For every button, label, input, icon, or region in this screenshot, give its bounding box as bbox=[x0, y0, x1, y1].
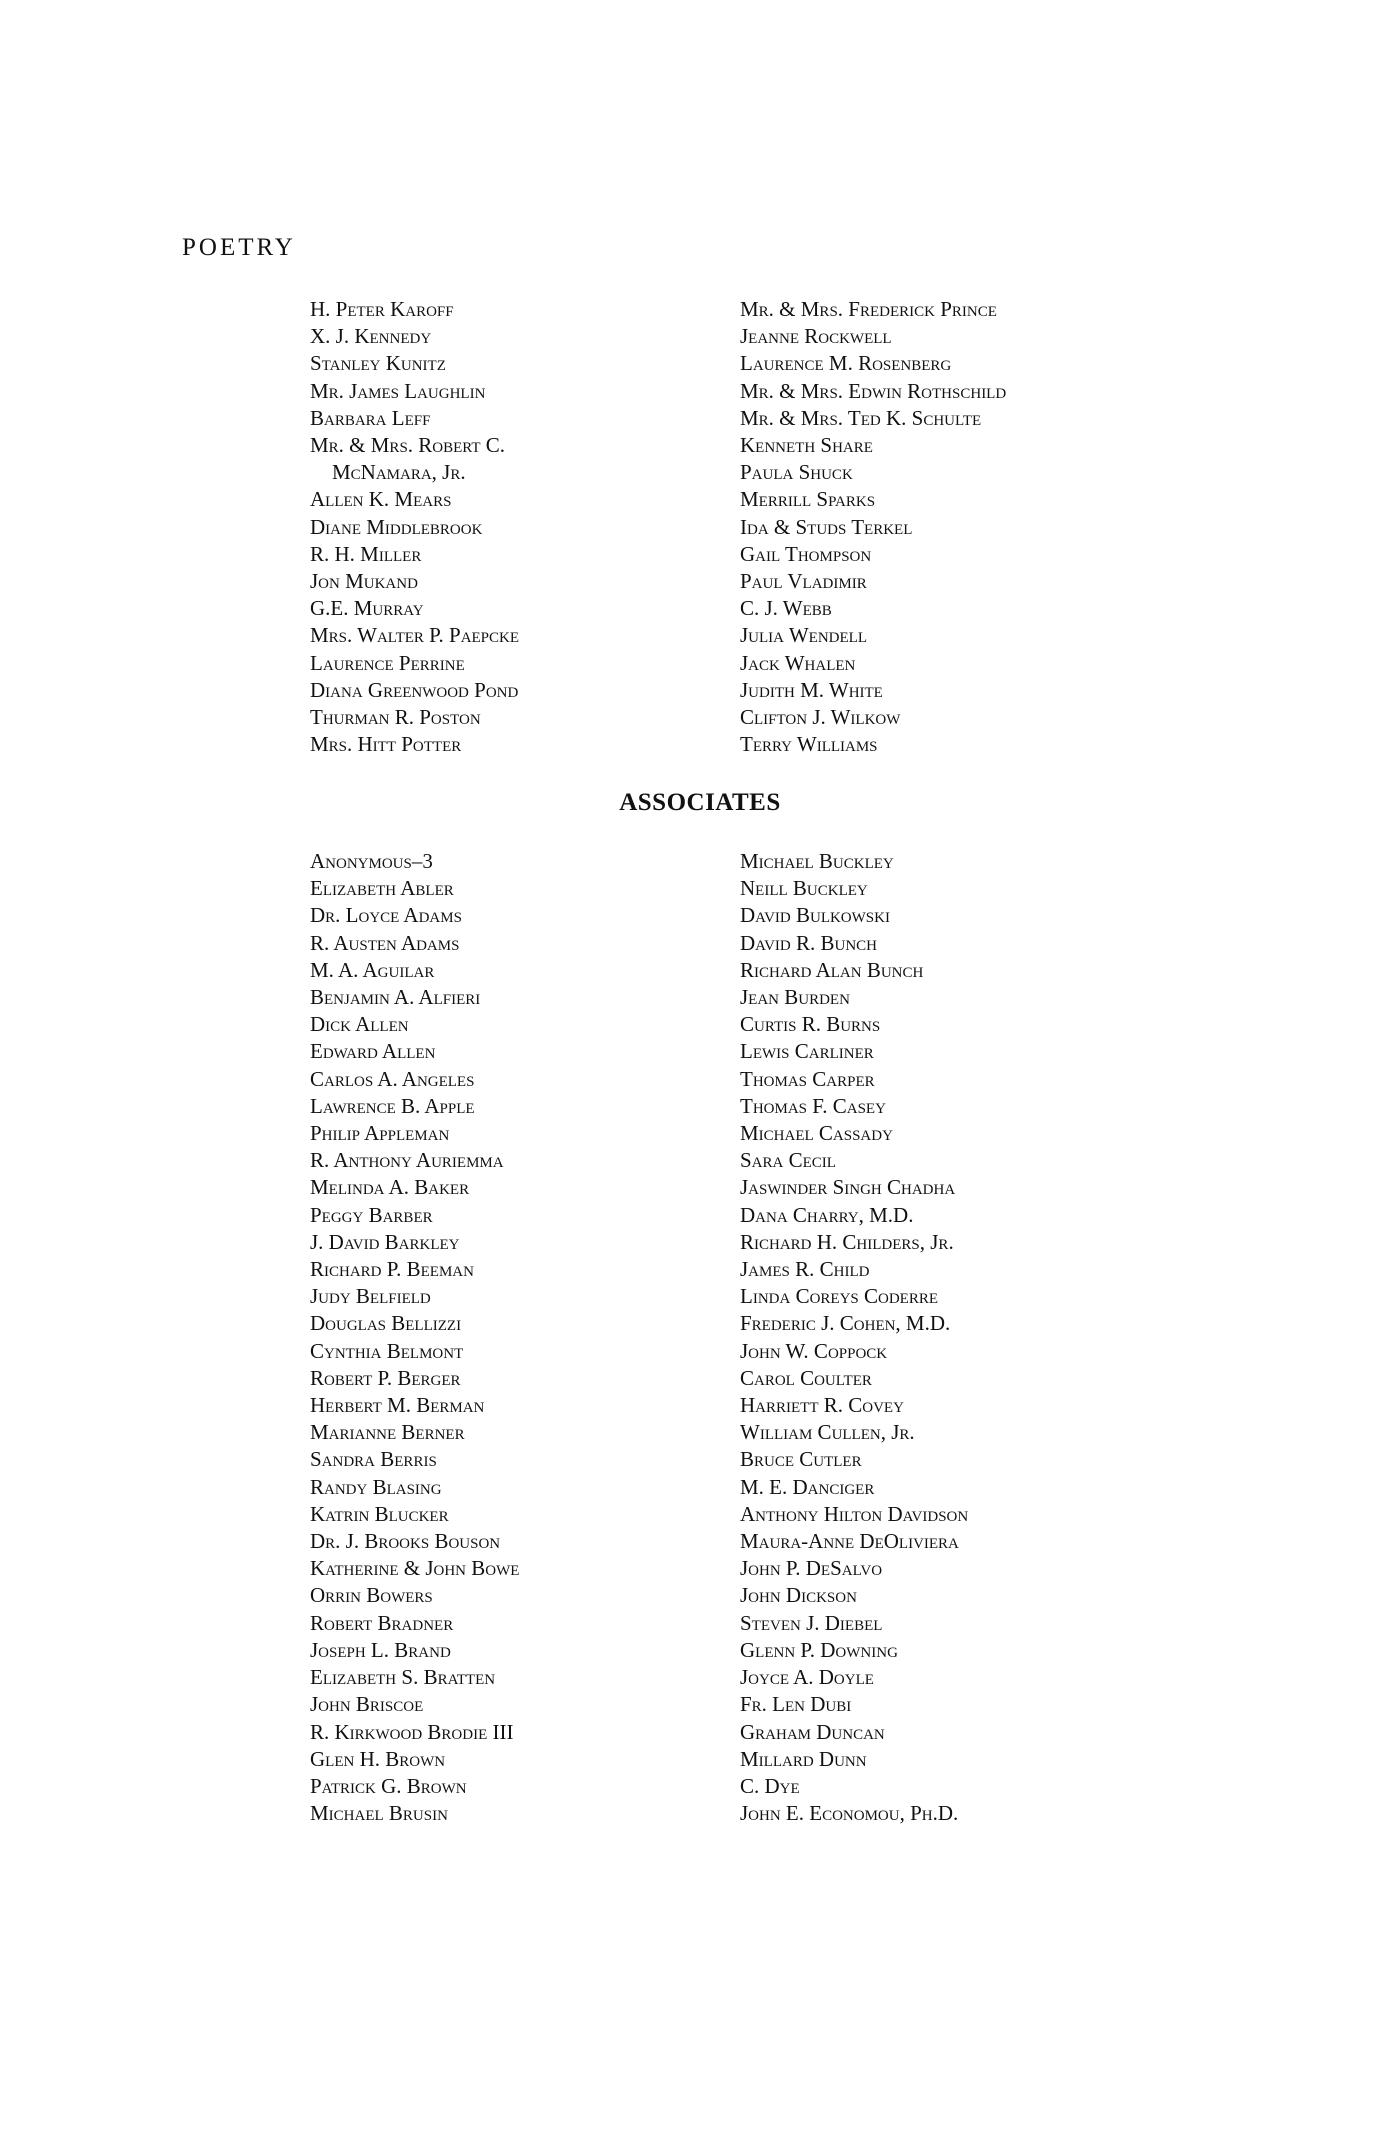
list-item: Lewis Carliner bbox=[740, 1039, 874, 1064]
list-item: Maura-Anne DeOliviera bbox=[740, 1529, 959, 1554]
list-item: Neill Buckley bbox=[740, 876, 868, 901]
list-item: Terry Williams bbox=[740, 732, 878, 757]
list-item: Gail Thompson bbox=[740, 541, 872, 566]
list-item: Merrill Sparks bbox=[740, 487, 876, 512]
list-item: John Briscoe bbox=[310, 1692, 424, 1717]
list-item: Barbara Leff bbox=[310, 405, 431, 430]
list-item: Laurence Perrine bbox=[310, 650, 465, 675]
list-item: M. E. Danciger bbox=[740, 1474, 875, 1499]
list-item: Katrin Blucker bbox=[310, 1501, 449, 1526]
list-item: Patrick G. Brown bbox=[310, 1773, 467, 1798]
list-item: Diana Greenwood Pond bbox=[310, 677, 519, 702]
list-item: John P. DeSalvo bbox=[740, 1556, 883, 1581]
list-item: Cynthia Belmont bbox=[310, 1338, 464, 1363]
list-item: J. David Barkley bbox=[310, 1229, 460, 1254]
list-item: Curtis R. Burns bbox=[740, 1012, 881, 1037]
list-item: Judy Belfield bbox=[310, 1284, 431, 1309]
list-item: Michael Buckley bbox=[740, 849, 894, 873]
list-item: David Bulkowski bbox=[740, 903, 890, 928]
list-item: Stanley Kunitz bbox=[310, 351, 446, 376]
list-item: Mr. James Laughlin bbox=[310, 378, 486, 403]
donor-list-right bbox=[740, 296, 1006, 758]
list-item: X. J. Kennedy bbox=[310, 324, 432, 349]
list-item: Clifton J. Wilkow bbox=[740, 705, 901, 730]
donor-list-left bbox=[310, 296, 519, 758]
list-item: Anthony Hilton Davidson bbox=[740, 1501, 969, 1526]
list-item: R. Austen Adams bbox=[310, 930, 460, 955]
list-item: Mr. & Mrs. Robert C. bbox=[310, 433, 506, 458]
list-item: Carlos A. Angeles bbox=[310, 1066, 475, 1091]
list-item: Mrs. Hitt Potter bbox=[310, 732, 462, 757]
list-item: Bruce Cutler bbox=[740, 1447, 862, 1472]
list-item: Herbert M. Berman bbox=[310, 1393, 485, 1418]
list-item: Joseph L. Brand bbox=[310, 1637, 451, 1662]
list-item-continuation: McNamara, Jr. bbox=[332, 460, 466, 485]
list-item: H. Peter Karoff bbox=[310, 297, 454, 321]
list-item: Sandra Berris bbox=[310, 1447, 437, 1472]
list-item: Dr. J. Brooks Bouson bbox=[310, 1529, 501, 1554]
list-item: Robert P. Berger bbox=[310, 1365, 461, 1390]
list-item: Millard Dunn bbox=[740, 1746, 867, 1771]
list-item: William Cullen, Jr. bbox=[740, 1420, 915, 1445]
list-item: Ida & Studs Terkel bbox=[740, 514, 913, 539]
list-item: Kenneth Share bbox=[740, 433, 873, 458]
list-item: Jack Whalen bbox=[740, 650, 856, 675]
list-item: R. H. Miller bbox=[310, 541, 422, 566]
list-item: Linda Coreys Coderre bbox=[740, 1284, 939, 1309]
list-item: Orrin Bowers bbox=[310, 1583, 433, 1608]
list-item: Benjamin A. Alfieri bbox=[310, 985, 481, 1010]
list-item: David R. Bunch bbox=[740, 930, 877, 955]
list-item: Richard Alan Bunch bbox=[740, 957, 924, 982]
list-item: Elizabeth Abler bbox=[310, 876, 454, 901]
list-item: Randy Blasing bbox=[310, 1474, 442, 1499]
list-item: R. Anthony Auriemma bbox=[310, 1148, 504, 1173]
list-item: Douglas Bellizzi bbox=[310, 1311, 462, 1336]
list-item: Jeanne Rockwell bbox=[740, 324, 892, 349]
list-item: Allen K. Mears bbox=[310, 487, 452, 512]
associates-list-left bbox=[310, 848, 519, 1827]
list-item: Julia Wendell bbox=[740, 623, 868, 648]
list-item: C. Dye bbox=[740, 1773, 800, 1798]
list-item: Dana Charry, M.D. bbox=[740, 1202, 914, 1227]
list-item: Anonymous–3 bbox=[310, 849, 433, 873]
list-item: Marianne Berner bbox=[310, 1420, 465, 1445]
list-item: Thomas F. Casey bbox=[740, 1093, 886, 1118]
list-item: Richard H. Childers, Jr. bbox=[740, 1229, 954, 1254]
list-item: Melinda A. Baker bbox=[310, 1175, 470, 1200]
list-item: Fr. Len Dubi bbox=[740, 1692, 852, 1717]
list-item: Richard P. Beeman bbox=[310, 1257, 474, 1282]
list-item: Diane Middlebrook bbox=[310, 514, 483, 539]
list-item: Robert Bradner bbox=[310, 1610, 454, 1635]
list-item: Frederic J. Cohen, M.D. bbox=[740, 1311, 951, 1336]
list-item: Peggy Barber bbox=[310, 1202, 433, 1227]
list-item: Thomas Carper bbox=[740, 1066, 875, 1091]
associates-list-right bbox=[740, 848, 968, 1827]
running-head: POETRY bbox=[182, 234, 296, 261]
list-item: Joyce A. Doyle bbox=[740, 1665, 874, 1690]
list-item: Dick Allen bbox=[310, 1012, 409, 1037]
list-item: Jean Burden bbox=[740, 985, 850, 1010]
list-item: Jon Mukand bbox=[310, 569, 418, 594]
list-item: R. Kirkwood Brodie III bbox=[310, 1719, 514, 1744]
list-item: John E. Economou, Ph.D. bbox=[740, 1801, 959, 1826]
list-item: Laurence M. Rosenberg bbox=[740, 351, 952, 376]
list-item: Mr. & Mrs. Edwin Rothschild bbox=[740, 378, 1007, 403]
list-item: G.E. Murray bbox=[310, 596, 424, 621]
list-item: Katherine & John Bowe bbox=[310, 1556, 520, 1581]
list-item: John Dickson bbox=[740, 1583, 857, 1608]
list-item: John W. Coppock bbox=[740, 1338, 888, 1363]
list-item: Harriett R. Covey bbox=[740, 1393, 904, 1418]
list-item: Paula Shuck bbox=[740, 460, 853, 485]
list-item: Michael Brusin bbox=[310, 1801, 448, 1826]
list-item: C. J. Webb bbox=[740, 596, 832, 621]
list-item: M. A. Aguilar bbox=[310, 957, 435, 982]
list-item: Carol Coulter bbox=[740, 1365, 872, 1390]
section-heading-associates: ASSOCIATES bbox=[619, 789, 781, 816]
list-item: Mr. & Mrs. Frederick Prince bbox=[740, 297, 997, 321]
list-item: Dr. Loyce Adams bbox=[310, 903, 462, 928]
list-item: Glen H. Brown bbox=[310, 1746, 446, 1771]
list-item: Elizabeth S. Bratten bbox=[310, 1665, 496, 1690]
list-item: Michael Cassady bbox=[740, 1121, 893, 1146]
list-item: Edward Allen bbox=[310, 1039, 436, 1064]
list-item: Jaswinder Singh Chadha bbox=[740, 1175, 956, 1200]
list-item: Paul Vladimir bbox=[740, 569, 867, 594]
list-item: Sara Cecil bbox=[740, 1148, 836, 1173]
list-item: Mr. & Mrs. Ted K. Schulte bbox=[740, 405, 982, 430]
list-item: Graham Duncan bbox=[740, 1719, 885, 1744]
list-item: Thurman R. Poston bbox=[310, 705, 481, 730]
list-item: Philip Appleman bbox=[310, 1121, 450, 1146]
list-item: James R. Child bbox=[740, 1257, 870, 1282]
list-item: Lawrence B. Apple bbox=[310, 1093, 475, 1118]
list-item: Steven J. Diebel bbox=[740, 1610, 883, 1635]
list-item: Mrs. Walter P. Paepcke bbox=[310, 623, 520, 648]
list-item: Glenn P. Downing bbox=[740, 1637, 898, 1662]
list-item: Judith M. White bbox=[740, 677, 883, 702]
